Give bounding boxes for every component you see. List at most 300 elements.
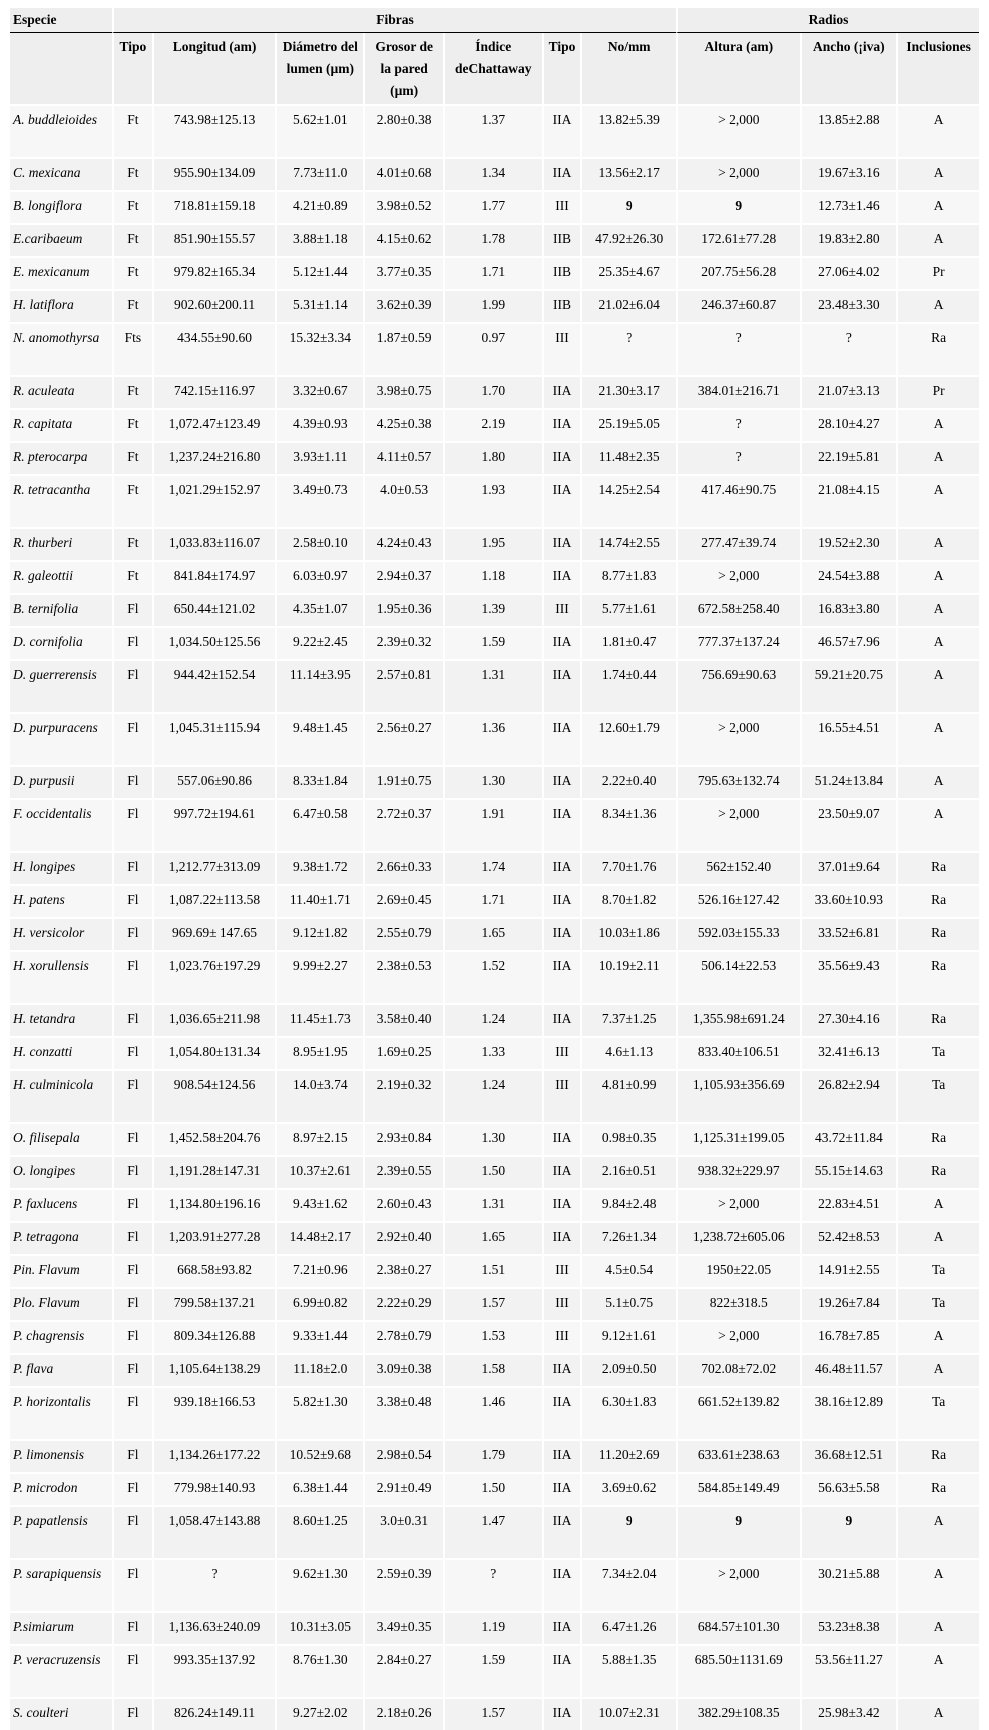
cell-fiber-type: Fl: [112, 1287, 152, 1320]
cell-wall-thickness: 2.91±0.49: [363, 1472, 442, 1505]
cell-ray-width: 59.21±20.75: [800, 659, 897, 712]
cell-inclusions: A: [896, 157, 979, 190]
cell-length: 1,136.63±240.09: [152, 1611, 276, 1644]
cell-ray-height: > 2,000: [676, 1558, 800, 1611]
table-row: [10, 560, 979, 593]
cell-rays-per-mm: 25.35±4.67: [580, 256, 676, 289]
cell-rays-per-mm: 4.6±1.13: [580, 1036, 676, 1069]
anatomy-data-table: [10, 8, 979, 1730]
cell-lumen-diameter: 8.95±1.95: [275, 1036, 363, 1069]
cell-ray-type: III: [542, 593, 581, 626]
cell-inclusions: A: [896, 626, 979, 659]
cell-lumen-diameter: 3.32±0.67: [275, 375, 363, 408]
cell-ray-width: 16.55±4.51: [800, 712, 897, 765]
cell-lumen-diameter: 8.76±1.30: [275, 1644, 363, 1697]
cell-ray-width: 32.41±6.13: [800, 1036, 897, 1069]
cell-rays-per-mm: 4.5±0.54: [580, 1254, 676, 1287]
cell-rays-per-mm: 3.69±0.62: [580, 1472, 676, 1505]
cell-wall-thickness: 2.66±0.33: [363, 851, 442, 884]
cell-wall-thickness: 4.0±0.53: [363, 474, 442, 527]
cell-ray-width: 13.85±2.88: [800, 104, 897, 157]
cell-rays-per-mm: 7.26±1.34: [580, 1221, 676, 1254]
cell-lumen-diameter: 11.14±3.95: [275, 659, 363, 712]
header-radios-tipo: Tipo: [542, 33, 581, 104]
cell-inclusions: A: [896, 527, 979, 560]
table-row: [10, 950, 979, 1003]
table-row: [10, 1155, 979, 1188]
cell-wall-thickness: 4.01±0.68: [363, 157, 442, 190]
cell-ray-width: 21.08±4.15: [800, 474, 897, 527]
table-row: [10, 1697, 979, 1730]
cell-ray-width: 19.67±3.16: [800, 157, 897, 190]
cell-rays-per-mm: 7.70±1.76: [580, 851, 676, 884]
header-longitud: Longitud (am): [152, 33, 276, 104]
cell-lumen-diameter: 8.60±1.25: [275, 1505, 363, 1558]
cell-fiber-type: Fl: [112, 1221, 152, 1254]
cell-inclusions: Ra: [896, 1003, 979, 1036]
cell-chattaway-index: 1.52: [443, 950, 542, 1003]
cell-species: R. capitata: [10, 408, 112, 441]
table-row: [10, 1472, 979, 1505]
cell-inclusions: A: [896, 289, 979, 322]
cell-species: H. patens: [10, 884, 112, 917]
cell-species: S. coulteri: [10, 1697, 112, 1730]
cell-length: 779.98±140.93: [152, 1472, 276, 1505]
cell-ray-width: 22.83±4.51: [800, 1188, 897, 1221]
cell-inclusions: A: [896, 1697, 979, 1730]
cell-inclusions: A: [896, 593, 979, 626]
table-row: [10, 1069, 979, 1122]
cell-ray-type: IIA: [542, 1439, 581, 1472]
cell-rays-per-mm: 10.03±1.86: [580, 917, 676, 950]
cell-inclusions: Ra: [896, 1472, 979, 1505]
cell-fiber-type: Ft: [112, 474, 152, 527]
cell-chattaway-index: 1.93: [443, 474, 542, 527]
cell-length: 851.90±155.57: [152, 223, 276, 256]
cell-rays-per-mm: 6.30±1.83: [580, 1386, 676, 1439]
cell-ray-width: 27.06±4.02: [800, 256, 897, 289]
cell-length: 1,072.47±123.49: [152, 408, 276, 441]
cell-rays-per-mm: 21.30±3.17: [580, 375, 676, 408]
cell-ray-height: 382.29±108.35: [676, 1697, 800, 1730]
cell-fiber-type: Fl: [112, 798, 152, 851]
cell-inclusions: A: [896, 408, 979, 441]
cell-ray-type: III: [542, 1287, 581, 1320]
cell-wall-thickness: 2.55±0.79: [363, 917, 442, 950]
cell-length: 743.98±125.13: [152, 104, 276, 157]
cell-ray-type: IIA: [542, 1644, 581, 1697]
cell-ray-height: 833.40±106.51: [676, 1036, 800, 1069]
cell-species: E.caribaeum: [10, 223, 112, 256]
cell-rays-per-mm: 2.16±0.51: [580, 1155, 676, 1188]
cell-length: 1,033.83±116.07: [152, 527, 276, 560]
cell-ray-type: IIA: [542, 1221, 581, 1254]
cell-fiber-type: Fl: [112, 1505, 152, 1558]
cell-chattaway-index: 1.78: [443, 223, 542, 256]
cell-fiber-type: Fl: [112, 1386, 152, 1439]
cell-lumen-diameter: 5.62±1.01: [275, 104, 363, 157]
cell-chattaway-index: 1.80: [443, 441, 542, 474]
cell-length: 955.90±134.09: [152, 157, 276, 190]
table-row: [10, 593, 979, 626]
cell-wall-thickness: 2.18±0.26: [363, 1697, 442, 1730]
cell-ray-width: 30.21±5.88: [800, 1558, 897, 1611]
cell-chattaway-index: 1.57: [443, 1287, 542, 1320]
cell-wall-thickness: 3.77±0.35: [363, 256, 442, 289]
cell-species: O. filisepala: [10, 1122, 112, 1155]
cell-fiber-type: Fl: [112, 1472, 152, 1505]
cell-fiber-type: Ft: [112, 157, 152, 190]
cell-ray-type: IIA: [542, 527, 581, 560]
cell-ray-type: IIA: [542, 626, 581, 659]
cell-rays-per-mm: 2.22±0.40: [580, 765, 676, 798]
cell-length: 944.42±152.54: [152, 659, 276, 712]
cell-fiber-type: Fl: [112, 593, 152, 626]
cell-ray-type: IIA: [542, 1003, 581, 1036]
cell-fiber-type: Fl: [112, 659, 152, 712]
cell-rays-per-mm: 13.56±2.17: [580, 157, 676, 190]
cell-chattaway-index: 1.50: [443, 1155, 542, 1188]
cell-species: D. guerrerensis: [10, 659, 112, 712]
table-row: [10, 1439, 979, 1472]
cell-species: R. galeottii: [10, 560, 112, 593]
cell-ray-width: 16.83±3.80: [800, 593, 897, 626]
cell-wall-thickness: 4.11±0.57: [363, 441, 442, 474]
cell-wall-thickness: 3.09±0.38: [363, 1353, 442, 1386]
cell-rays-per-mm: 2.09±0.50: [580, 1353, 676, 1386]
cell-rays-per-mm: 14.74±2.55: [580, 527, 676, 560]
cell-inclusions: A: [896, 765, 979, 798]
header-no-mm: No/mm: [580, 33, 676, 104]
cell-ray-height: > 2,000: [676, 104, 800, 157]
cell-chattaway-index: 1.99: [443, 289, 542, 322]
cell-chattaway-index: ?: [443, 1558, 542, 1611]
cell-wall-thickness: 3.62±0.39: [363, 289, 442, 322]
cell-ray-type: IIA: [542, 560, 581, 593]
cell-ray-height: 938.32±229.97: [676, 1155, 800, 1188]
cell-chattaway-index: 1.58: [443, 1353, 542, 1386]
cell-ray-height: ?: [676, 441, 800, 474]
cell-ray-width: 21.07±3.13: [800, 375, 897, 408]
cell-length: 742.15±116.97: [152, 375, 276, 408]
cell-length: 1,212.77±313.09: [152, 851, 276, 884]
cell-lumen-diameter: 9.99±2.27: [275, 950, 363, 1003]
cell-ray-type: IIB: [542, 289, 581, 322]
cell-rays-per-mm: 1.81±0.47: [580, 626, 676, 659]
cell-chattaway-index: 1.36: [443, 712, 542, 765]
cell-fiber-type: Fl: [112, 1558, 152, 1611]
table-row: [10, 1505, 979, 1558]
cell-inclusions: A: [896, 1353, 979, 1386]
cell-ray-width: 9: [800, 1505, 897, 1558]
cell-length: 969.69± 147.65: [152, 917, 276, 950]
cell-ray-height: > 2,000: [676, 712, 800, 765]
cell-ray-type: IIA: [542, 1611, 581, 1644]
cell-ray-type: IIA: [542, 851, 581, 884]
cell-chattaway-index: 1.95: [443, 527, 542, 560]
cell-inclusions: A: [896, 474, 979, 527]
cell-species: Plo. Flavum: [10, 1287, 112, 1320]
table-body: [10, 104, 979, 1730]
cell-species: H. tetandra: [10, 1003, 112, 1036]
cell-length: 668.58±93.82: [152, 1254, 276, 1287]
cell-ray-type: IIA: [542, 712, 581, 765]
cell-length: 1,105.64±138.29: [152, 1353, 276, 1386]
cell-ray-type: IIA: [542, 765, 581, 798]
header-group-row: [10, 8, 979, 33]
table-row: [10, 322, 979, 375]
cell-rays-per-mm: 47.92±26.30: [580, 223, 676, 256]
cell-species: P. horizontalis: [10, 1386, 112, 1439]
cell-wall-thickness: 2.56±0.27: [363, 712, 442, 765]
table-row: [10, 765, 979, 798]
cell-wall-thickness: 2.19±0.32: [363, 1069, 442, 1122]
table-row: [10, 917, 979, 950]
cell-ray-height: 661.52±139.82: [676, 1386, 800, 1439]
cell-ray-height: 822±318.5: [676, 1287, 800, 1320]
table-row: [10, 659, 979, 712]
cell-length: 1,034.50±125.56: [152, 626, 276, 659]
cell-chattaway-index: 1.18: [443, 560, 542, 593]
cell-ray-width: 33.60±10.93: [800, 884, 897, 917]
cell-lumen-diameter: 10.37±2.61: [275, 1155, 363, 1188]
header-fibras-group: Fibras: [112, 8, 676, 33]
table-row: [10, 1221, 979, 1254]
cell-ray-height: 756.69±90.63: [676, 659, 800, 712]
cell-ray-width: 37.01±9.64: [800, 851, 897, 884]
cell-rays-per-mm: 25.19±5.05: [580, 408, 676, 441]
table-row: [10, 375, 979, 408]
table-row: [10, 1122, 979, 1155]
cell-species: H. xorullensis: [10, 950, 112, 1003]
cell-rays-per-mm: 8.34±1.36: [580, 798, 676, 851]
table-row: [10, 104, 979, 157]
cell-chattaway-index: 1.65: [443, 1221, 542, 1254]
cell-inclusions: Ta: [896, 1069, 979, 1122]
cell-fiber-type: Fl: [112, 765, 152, 798]
table-row: [10, 408, 979, 441]
cell-length: 997.72±194.61: [152, 798, 276, 851]
cell-species: H. conzatti: [10, 1036, 112, 1069]
cell-rays-per-mm: 21.02±6.04: [580, 289, 676, 322]
cell-ray-height: 672.58±258.40: [676, 593, 800, 626]
cell-inclusions: Pr: [896, 256, 979, 289]
cell-chattaway-index: 1.77: [443, 190, 542, 223]
cell-inclusions: A: [896, 1505, 979, 1558]
cell-fiber-type: Fl: [112, 1353, 152, 1386]
cell-ray-width: 26.82±2.94: [800, 1069, 897, 1122]
cell-lumen-diameter: 9.33±1.44: [275, 1320, 363, 1353]
cell-fiber-type: Ft: [112, 441, 152, 474]
cell-ray-type: IIA: [542, 375, 581, 408]
table-row: [10, 1644, 979, 1697]
cell-length: 1,021.29±152.97: [152, 474, 276, 527]
cell-inclusions: Ra: [896, 884, 979, 917]
cell-chattaway-index: 1.30: [443, 1122, 542, 1155]
cell-inclusions: A: [896, 1558, 979, 1611]
cell-inclusions: A: [896, 712, 979, 765]
cell-fiber-type: Ft: [112, 190, 152, 223]
cell-length: 1,134.80±196.16: [152, 1188, 276, 1221]
cell-wall-thickness: 2.94±0.37: [363, 560, 442, 593]
cell-rays-per-mm: 0.98±0.35: [580, 1122, 676, 1155]
cell-lumen-diameter: 4.35±1.07: [275, 593, 363, 626]
cell-ray-height: > 2,000: [676, 157, 800, 190]
cell-chattaway-index: 1.59: [443, 626, 542, 659]
cell-length: 1,452.58±204.76: [152, 1122, 276, 1155]
table-row: [10, 1386, 979, 1439]
cell-fiber-type: Ft: [112, 223, 152, 256]
cell-length: 1,036.65±211.98: [152, 1003, 276, 1036]
cell-fiber-type: Fl: [112, 1254, 152, 1287]
cell-lumen-diameter: 9.43±1.62: [275, 1188, 363, 1221]
cell-rays-per-mm: 5.88±1.35: [580, 1644, 676, 1697]
cell-inclusions: Pr: [896, 375, 979, 408]
cell-rays-per-mm: 9: [580, 190, 676, 223]
cell-ray-height: 795.63±132.74: [676, 765, 800, 798]
cell-length: 799.58±137.21: [152, 1287, 276, 1320]
cell-ray-width: 53.23±8.38: [800, 1611, 897, 1644]
cell-lumen-diameter: 9.62±1.30: [275, 1558, 363, 1611]
cell-ray-height: 172.61±77.28: [676, 223, 800, 256]
cell-chattaway-index: 0.97: [443, 322, 542, 375]
cell-species: H. latiflora: [10, 289, 112, 322]
table-row: [10, 1320, 979, 1353]
cell-ray-width: 35.56±9.43: [800, 950, 897, 1003]
cell-length: 1,237.24±216.80: [152, 441, 276, 474]
cell-species: P. microdon: [10, 1472, 112, 1505]
cell-inclusions: A: [896, 798, 979, 851]
cell-inclusions: A: [896, 441, 979, 474]
table-row: [10, 527, 979, 560]
cell-ray-width: 25.98±3.42: [800, 1697, 897, 1730]
cell-ray-width: 19.83±2.80: [800, 223, 897, 256]
cell-length: 826.24±149.11: [152, 1697, 276, 1730]
cell-ray-type: III: [542, 322, 581, 375]
header-grosor-pared: Grosor de la pared (µm): [363, 33, 442, 104]
cell-wall-thickness: 2.98±0.54: [363, 1439, 442, 1472]
cell-ray-type: III: [542, 1069, 581, 1122]
cell-fiber-type: Fl: [112, 917, 152, 950]
cell-ray-height: 1,238.72±605.06: [676, 1221, 800, 1254]
table-row: [10, 798, 979, 851]
cell-ray-width: 43.72±11.84: [800, 1122, 897, 1155]
cell-species: O. longipes: [10, 1155, 112, 1188]
cell-lumen-diameter: 2.58±0.10: [275, 527, 363, 560]
cell-lumen-diameter: 8.97±2.15: [275, 1122, 363, 1155]
cell-lumen-diameter: 11.45±1.73: [275, 1003, 363, 1036]
cell-lumen-diameter: 8.33±1.84: [275, 765, 363, 798]
cell-lumen-diameter: 4.39±0.93: [275, 408, 363, 441]
cell-length: 1,023.76±197.29: [152, 950, 276, 1003]
cell-wall-thickness: 2.60±0.43: [363, 1188, 442, 1221]
table-row: [10, 256, 979, 289]
cell-ray-type: IIA: [542, 1155, 581, 1188]
cell-ray-width: 52.42±8.53: [800, 1221, 897, 1254]
cell-lumen-diameter: 3.49±0.73: [275, 474, 363, 527]
cell-chattaway-index: 1.24: [443, 1003, 542, 1036]
cell-lumen-diameter: 9.22±2.45: [275, 626, 363, 659]
cell-species: H. culminicola: [10, 1069, 112, 1122]
cell-rays-per-mm: 1.74±0.44: [580, 659, 676, 712]
cell-rays-per-mm: 10.07±2.31: [580, 1697, 676, 1730]
cell-species: P.simiarum: [10, 1611, 112, 1644]
cell-species: D. cornifolia: [10, 626, 112, 659]
cell-lumen-diameter: 10.52±9.68: [275, 1439, 363, 1472]
table-row: [10, 851, 979, 884]
cell-species: H. longipes: [10, 851, 112, 884]
cell-ray-height: 506.14±22.53: [676, 950, 800, 1003]
cell-rays-per-mm: 8.70±1.82: [580, 884, 676, 917]
cell-length: 809.34±126.88: [152, 1320, 276, 1353]
header-radios-group: Radios: [676, 8, 979, 33]
cell-lumen-diameter: 7.21±0.96: [275, 1254, 363, 1287]
cell-ray-height: 246.37±60.87: [676, 289, 800, 322]
cell-length: 841.84±174.97: [152, 560, 276, 593]
cell-lumen-diameter: 5.82±1.30: [275, 1386, 363, 1439]
cell-rays-per-mm: 10.19±2.11: [580, 950, 676, 1003]
cell-ray-type: IIA: [542, 408, 581, 441]
cell-chattaway-index: 1.65: [443, 917, 542, 950]
cell-wall-thickness: 2.39±0.55: [363, 1155, 442, 1188]
cell-fiber-type: Ft: [112, 104, 152, 157]
cell-ray-height: ?: [676, 408, 800, 441]
cell-species: C. mexicana: [10, 157, 112, 190]
header-diametro-lumen: Diámetro del lumen (µm): [275, 33, 363, 104]
cell-ray-width: 55.15±14.63: [800, 1155, 897, 1188]
cell-fiber-type: Fl: [112, 884, 152, 917]
cell-ray-type: IIA: [542, 659, 581, 712]
cell-ray-height: 9: [676, 190, 800, 223]
cell-inclusions: Ta: [896, 1386, 979, 1439]
cell-fiber-type: Fl: [112, 1003, 152, 1036]
cell-ray-width: 16.78±7.85: [800, 1320, 897, 1353]
cell-rays-per-mm: 9: [580, 1505, 676, 1558]
cell-rays-per-mm: 5.77±1.61: [580, 593, 676, 626]
cell-lumen-diameter: 9.27±2.02: [275, 1697, 363, 1730]
cell-ray-type: IIA: [542, 1558, 581, 1611]
cell-ray-height: 384.01±216.71: [676, 375, 800, 408]
cell-lumen-diameter: 9.48±1.45: [275, 712, 363, 765]
cell-fiber-type: Fl: [112, 1155, 152, 1188]
cell-inclusions: A: [896, 1320, 979, 1353]
cell-inclusions: Ra: [896, 1439, 979, 1472]
cell-ray-type: IIA: [542, 474, 581, 527]
cell-ray-height: > 2,000: [676, 1320, 800, 1353]
cell-wall-thickness: 2.72±0.37: [363, 798, 442, 851]
cell-wall-thickness: 2.69±0.45: [363, 884, 442, 917]
cell-chattaway-index: 1.37: [443, 104, 542, 157]
cell-wall-thickness: 3.58±0.40: [363, 1003, 442, 1036]
table-row: [10, 190, 979, 223]
table-row: [10, 157, 979, 190]
cell-ray-width: 56.63±5.58: [800, 1472, 897, 1505]
cell-fiber-type: Ft: [112, 527, 152, 560]
cell-wall-thickness: 3.98±0.52: [363, 190, 442, 223]
cell-ray-width: 51.24±13.84: [800, 765, 897, 798]
cell-length: 908.54±124.56: [152, 1069, 276, 1122]
cell-chattaway-index: 1.24: [443, 1069, 542, 1122]
cell-wall-thickness: 2.80±0.38: [363, 104, 442, 157]
cell-fiber-type: Fl: [112, 1036, 152, 1069]
cell-ray-width: ?: [800, 322, 897, 375]
table-row: [10, 1558, 979, 1611]
header-inclusiones: Inclusiones: [896, 33, 979, 104]
cell-rays-per-mm: 7.37±1.25: [580, 1003, 676, 1036]
cell-rays-per-mm: 5.1±0.75: [580, 1287, 676, 1320]
cell-length: ?: [152, 1558, 276, 1611]
cell-length: 1,203.91±277.28: [152, 1221, 276, 1254]
